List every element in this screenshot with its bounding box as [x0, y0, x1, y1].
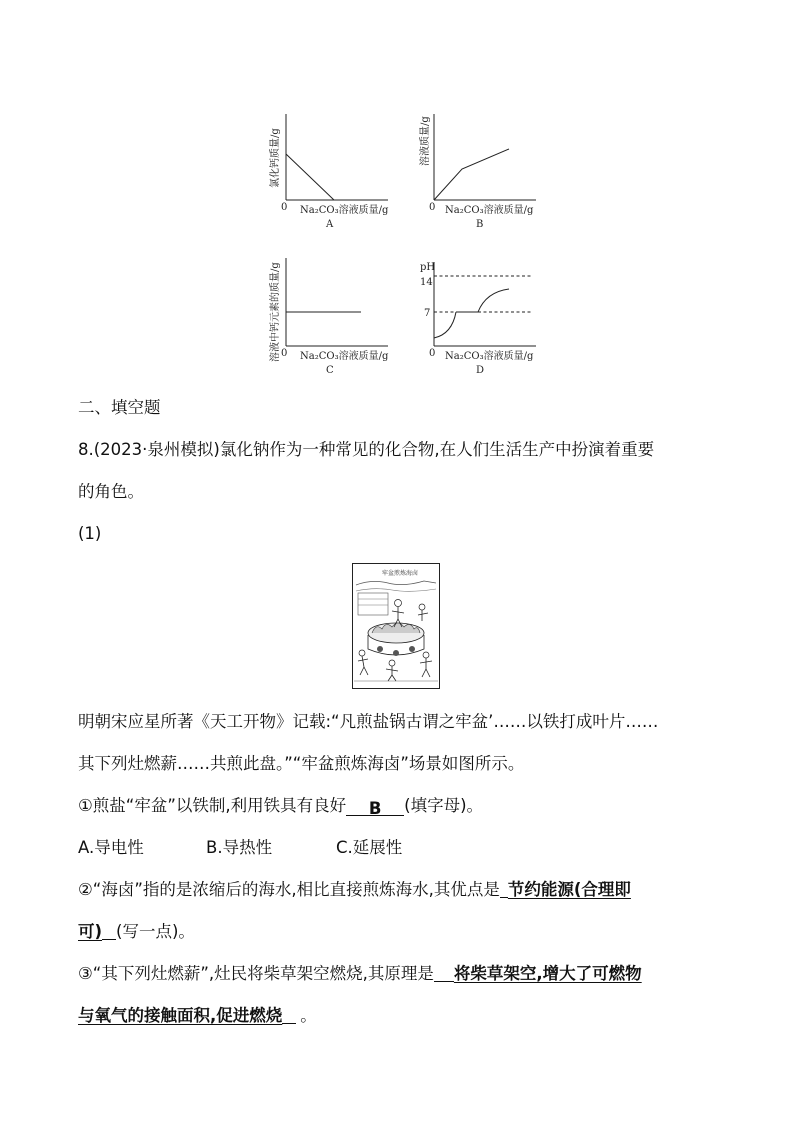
options-row	[78, 836, 402, 860]
subquestion-3	[78, 962, 642, 986]
origin-label: 0	[281, 348, 288, 359]
illustration-label: 牢盆煎炼海卤	[382, 570, 419, 577]
passage-line-1: 明朝宋应星所著《天工开物》记载:“凡煎盐锅古谓之牢盆’……以铁打成叶片……	[78, 712, 659, 731]
option-c: C.延展性	[336, 838, 403, 857]
chart-a-xlabel: Na₂CO₃溶液质量/g	[300, 205, 389, 216]
question-line-1: 8.(2023·泉州模拟)氯化钠作为一种常见的化合物,在人们生活生产中扮演着重要	[78, 440, 655, 459]
chart-b-ylabel: 溶液质量/g	[420, 116, 431, 166]
subquestion-2-suffix: (写一点)。	[116, 922, 195, 941]
subquestion-2-text: ②“海卤”指的是浓缩后的海水,相比直接煎炼海水,其优点是	[78, 880, 500, 899]
subquestion-1-suffix: (填字母)。	[404, 796, 484, 815]
subquestion-2-cont	[78, 920, 195, 944]
subquestion-3-text: ③“其下列灶燃薪”,灶民将柴草架空燃烧,其原理是	[78, 964, 434, 983]
ytick-7: 7	[424, 308, 431, 319]
chart-d-xlabel: Na₂CO₃溶液质量/g	[445, 351, 534, 362]
answer-3-line-2: 与氧气的接触面积,促进燃烧	[78, 1006, 283, 1025]
blank-tail	[282, 1005, 296, 1024]
chart-c-caption: C	[326, 365, 334, 376]
subquestion-2	[78, 878, 631, 902]
chart-d-curve-1	[434, 312, 456, 338]
subquestion-1	[78, 794, 483, 818]
option-a: A.导电性	[78, 838, 144, 857]
origin-label: 0	[281, 202, 288, 213]
origin-label: 0	[429, 202, 436, 213]
chart-c-ylabel: 溶液中钙元素的质量/g	[270, 262, 281, 362]
subquestion-3-cont	[78, 1004, 317, 1028]
part-1-label: (1)	[78, 524, 102, 543]
chart-c-xlabel: Na₂CO₃溶液质量/g	[300, 351, 389, 362]
answer-blank-1[interactable]	[346, 797, 404, 816]
chart-d-curve-2	[478, 289, 509, 312]
section-title: 二、填空题	[78, 398, 161, 417]
chart-d-ylabel: pH	[420, 262, 436, 273]
chart-a-caption: A	[326, 219, 334, 230]
question-line-2: 的角色。	[78, 482, 144, 501]
answer-3-line-1: 将柴草架空,增大了可燃物	[453, 964, 642, 983]
subquestion-1-text: ①煎盐“牢盆”以铁制,利用铁具有良好	[78, 796, 347, 815]
chart-b	[414, 108, 544, 230]
chart-c	[266, 254, 396, 376]
passage-line-2: 其下列灶燃薪……共煎此盘。”“牢盆煎炼海卤”场景如图所示。	[78, 754, 525, 773]
blank-tail	[102, 921, 116, 940]
chart-b-caption: B	[476, 219, 484, 230]
blank-lead	[500, 879, 508, 898]
subquestion-3-suffix: 。	[300, 1006, 317, 1025]
chart-a-ylabel: 氯化钙质量/g	[270, 128, 281, 188]
salt-boiling-illustration	[352, 563, 440, 689]
answer-2-line-1: 节约能源(合理即	[507, 880, 631, 899]
chart-a-line	[286, 154, 334, 200]
chart-b-line	[434, 149, 509, 200]
ytick-14: 14	[420, 277, 433, 288]
chart-d-caption: D	[476, 365, 485, 376]
answer-1: B	[368, 799, 382, 818]
blank-lead	[434, 963, 454, 982]
chart-a	[266, 108, 396, 230]
chart-d	[414, 254, 544, 376]
answer-2-line-2: 可)	[78, 922, 103, 941]
origin-label: 0	[429, 348, 436, 359]
chart-b-xlabel: Na₂CO₃溶液质量/g	[445, 205, 534, 216]
option-b: B.导热性	[206, 838, 273, 857]
